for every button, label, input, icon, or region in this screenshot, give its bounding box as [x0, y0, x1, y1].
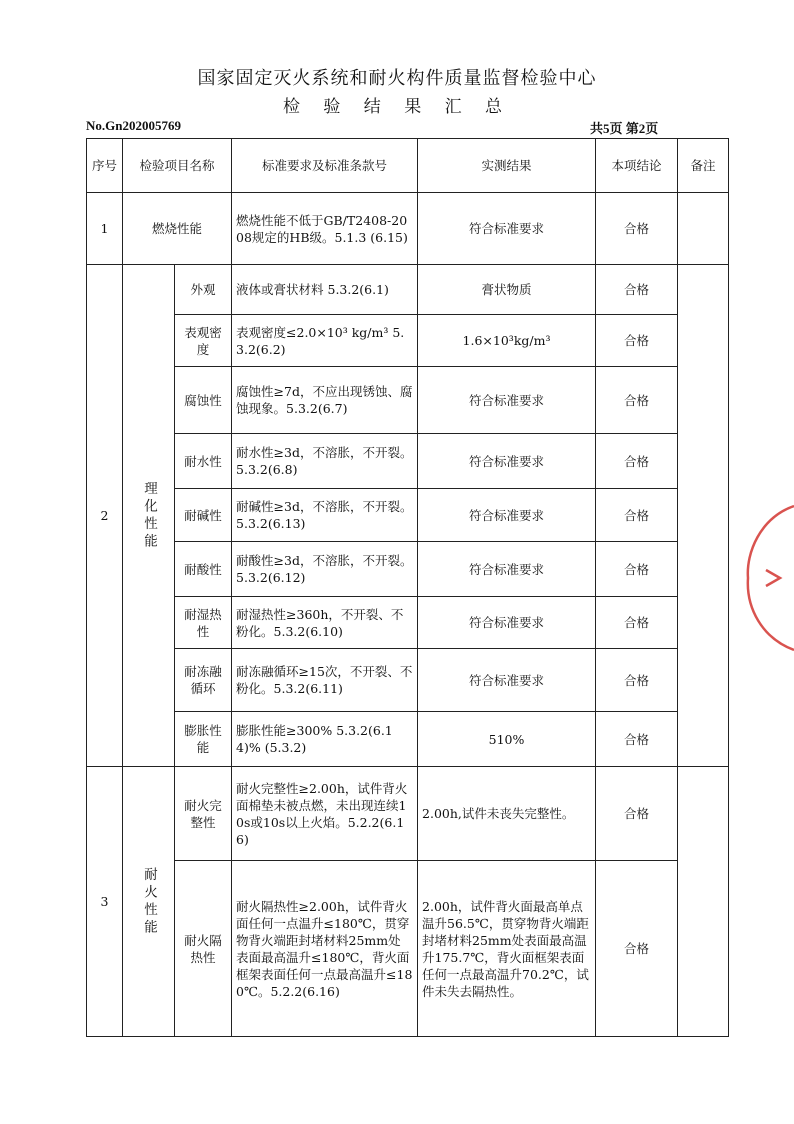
conclusion-cell: 合格 [596, 193, 678, 265]
header-seq: 序号 [87, 139, 123, 193]
standard-cell: 表观密度≤2.0×10³ kg/m³ 5.3.2(6.2) [232, 315, 418, 367]
conclusion-cell: 合格 [596, 434, 678, 489]
table-header-row [87, 139, 729, 193]
conclusion-cell: 合格 [596, 315, 678, 367]
conclusion-cell: 合格 [596, 861, 678, 1037]
group-name: 燃烧性能 [123, 193, 232, 265]
standard-cell: 耐湿热性≥360h，不开裂、不粉化。5.3.2(6.10) [232, 597, 418, 649]
standard-cell: 耐冻融循环≥15次，不开裂、不粉化。5.3.2(6.11) [232, 649, 418, 712]
table-row [87, 861, 729, 1037]
result-cell: 符合标准要求 [418, 434, 596, 489]
sub-item: 耐酸性 [175, 542, 232, 597]
table-row [87, 767, 729, 861]
header-item: 检验项目名称 [123, 139, 232, 193]
sub-item: 腐蚀性 [175, 367, 232, 434]
standard-cell: 耐碱性≥3d，不溶胀，不开裂。5.3.2(6.13) [232, 489, 418, 542]
standard-cell: 耐火隔热性≥2.00h，试件背火面任何一点温升≤180℃，贯穿物背火端距封堵材料25mm处表面最高温升≤180℃，背火面框架表面任何一点最高温升≤180℃。5.2.2(6.16) [232, 861, 418, 1037]
result-cell: 符合标准要求 [418, 367, 596, 434]
table-row [87, 265, 729, 315]
page-info: 共5页 第2页 [590, 121, 659, 136]
table-row [87, 649, 729, 712]
standard-cell: 液体或膏状材料 5.3.2(6.1) [232, 265, 418, 315]
result-cell: 符合标准要求 [418, 649, 596, 712]
standard-cell: 腐蚀性≥7d，不应出现锈蚀、腐蚀现象。5.3.2(6.7) [232, 367, 418, 434]
result-cell: 膏状物质 [418, 265, 596, 315]
standard-cell: 耐水性≥3d，不溶胀，不开裂。5.3.2(6.8) [232, 434, 418, 489]
result-cell: 510% [418, 712, 596, 767]
sub-item: 耐水性 [175, 434, 232, 489]
group-seq: 2 [87, 265, 123, 767]
report-title: 检 验 结 果 汇 总 [282, 97, 512, 117]
header-remark: 备注 [678, 139, 729, 193]
remark-cell [678, 767, 729, 1037]
sub-item: 耐碱性 [175, 489, 232, 542]
sub-item: 耐湿热性 [175, 597, 232, 649]
table-row [87, 489, 729, 542]
result-cell: 符合标准要求 [418, 597, 596, 649]
sub-item: 膨胀性能 [175, 712, 232, 767]
conclusion-cell: 合格 [596, 712, 678, 767]
header-result: 实测结果 [418, 139, 596, 193]
result-cell: 符合标准要求 [418, 489, 596, 542]
document-number: No.Gn202005769 [86, 118, 181, 133]
org-title: 国家固定灭火系统和耐火构件质量监督检验中心 [197, 68, 597, 89]
result-cell: 2.00h,试件未丧失完整性。 [418, 767, 596, 861]
sub-item: 外观 [175, 265, 232, 315]
result-cell: 符合标准要求 [418, 542, 596, 597]
conclusion-cell: 合格 [596, 767, 678, 861]
table-row [87, 193, 729, 265]
conclusion-cell: 合格 [596, 597, 678, 649]
group-seq: 1 [87, 193, 123, 265]
seal-stamp-icon [740, 498, 794, 658]
group-name: 理化性能 [123, 265, 175, 767]
conclusion-cell: 合格 [596, 542, 678, 597]
result-cell: 符合标准要求 [418, 193, 596, 265]
standard-cell: 燃烧性能不低于GB/T2408-2008规定的HB级。5.1.3 (6.15) [232, 193, 418, 265]
conclusion-cell: 合格 [596, 367, 678, 434]
conclusion-cell: 合格 [596, 649, 678, 712]
result-cell: 2.00h，试件背火面最高单点温升56.5℃，贯穿物背火端距封堵材料25mm处表面最高温升175.7℃，背火面框架表面任何一点最高温升70.2℃，试件未失去隔热性。 [418, 861, 596, 1037]
results-table [86, 138, 729, 1037]
conclusion-cell: 合格 [596, 265, 678, 315]
result-cell: 1.6×10³kg/m³ [418, 315, 596, 367]
standard-cell: 耐酸性≥3d，不溶胀，不开裂。5.3.2(6.12) [232, 542, 418, 597]
header-standard: 标准要求及标准条款号 [232, 139, 418, 193]
table-row [87, 542, 729, 597]
sub-item: 耐火隔热性 [175, 861, 232, 1037]
group-name: 耐火性能 [123, 767, 175, 1037]
remark-cell [678, 193, 729, 265]
conclusion-cell: 合格 [596, 489, 678, 542]
table-row [87, 712, 729, 767]
sub-item: 表观密度 [175, 315, 232, 367]
group-seq: 3 [87, 767, 123, 1037]
standard-cell: 耐火完整性≥2.00h，试件背火面棉垫未被点燃，未出现连续10s或10s以上火焰。5.2.2(6.16) [232, 767, 418, 861]
table-row [87, 597, 729, 649]
sub-item: 耐冻融循环 [175, 649, 232, 712]
table-row [87, 367, 729, 434]
remark-cell [678, 265, 729, 767]
standard-cell: 膨胀性能≥300% 5.3.2(6.14)% (5.3.2) [232, 712, 418, 767]
header-conclusion: 本项结论 [596, 139, 678, 193]
table-row [87, 315, 729, 367]
sub-item: 耐火完整性 [175, 767, 232, 861]
table-row [87, 434, 729, 489]
